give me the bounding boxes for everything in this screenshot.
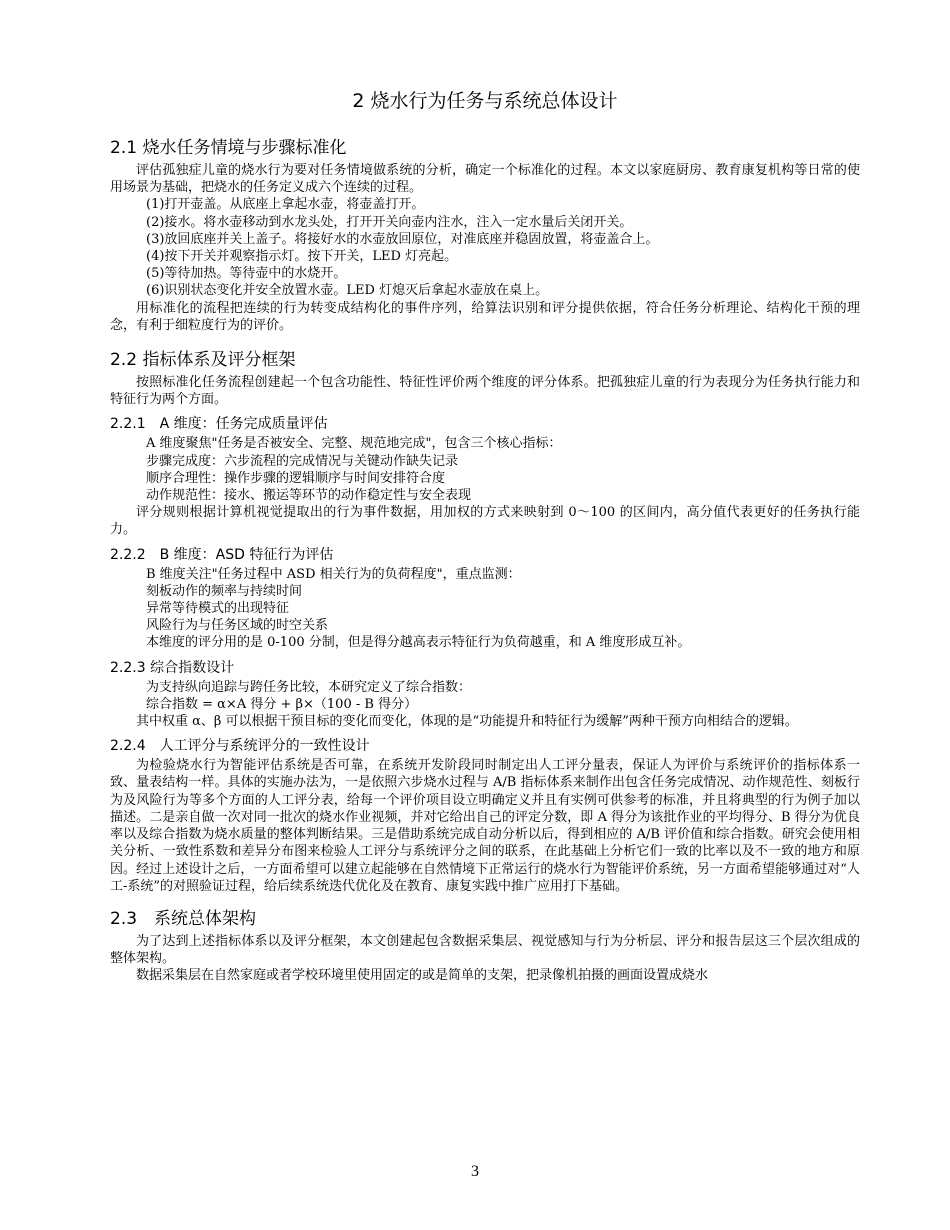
indicator-item: 异常等待模式的出现特征	[146, 601, 290, 617]
section-2-2-heading: 2.2 指标体系及评分框架	[110, 350, 296, 371]
paper-page	[110, 88, 860, 985]
indicator-item: 风险行为与任务区域的时空关系	[146, 618, 329, 634]
section-2-2-3-lead: 为支持纵向追踪与跨任务比较，本研究定义了综合指数：	[146, 679, 472, 695]
step-item: (6)识别状态变化并安全放置水壶。LED 灯熄灭后拿起水壶放在桌上。	[146, 283, 549, 299]
section-2-2-intro: 按照标准化任务流程创建起一个包含功能性、特征性评价两个维度的评分体系。把孤独症儿童的行为表现分为任务执行能力和特征行为两个方面。	[110, 375, 860, 408]
step-item: (2)接水。将水壶移动到水龙头处，打开开关向壶内注水，注入一定水量后关闭开关。	[146, 214, 633, 230]
page-number: 3	[471, 1163, 479, 1180]
composite-index-formula: 综合指数 = α×A 得分 + β×（100 - B 得分）	[146, 696, 418, 712]
section-2-2-4-body: 为检验烧水行为智能评估系统是否可靠，在系统开发阶段同时制定出人工评分量表，保证人为评价与系统评价的指标体系一致、量表结构一样。具体的实施办法为，一是依照六步烧水过程与 A/B 指标体系来制作出包含任务完成情况、动作规范性、刻板行为及风险行为等多个方面的人工评分表，给每一个评价项目设立明确定义并且有实例可供参考的标准，并且将典型的行为例子加以描述。二是亲自做一次对同一批次的烧水作业视频，并对它给出自己的评定分数，即 A 得分为该批作业的平均得分、B 得分为优良率以及综合指数为烧水质量的整体判断结果。三是借助系统完成自动分析以后，得到相应的 A/B 评价值和综合指数。研究会使用相关分析、一致性系数和差异分布图来检验人工评分与系统评分之间的联系，在此基础上分析它们一致的比率以及不一致的地方和原因。经过上述设计之后，一方面希望可以建立起能够在自然情境下正常运行的烧水行为智能评价系统，另一方面希望能够通过对“人工-系统”的对照验证过程，给后续系统迭代优化及在教育、康复实践中推广应用打下基础。	[110, 758, 860, 894]
section-2-2-2-lead: B 维度关注"任务过程中 ASD 相关行为的负荷程度"，重点监测：	[146, 566, 521, 582]
section-2-2-3-heading: 2.2.3 综合指数设计	[110, 659, 235, 676]
chapter-title: 2 烧水行为任务与系统总体设计	[352, 90, 618, 112]
indicator-item: 动作规范性：接水、搬运等环节的动作稳定性与安全表现	[146, 488, 472, 504]
section-2-1-heading: 2.1 烧水任务情境与步骤标准化	[110, 138, 347, 158]
section-2-3-p1: 为了达到上述指标体系以及评分框架，本文创建起包含数据采集层、视觉感知与行为分析层、评分和报告层这三个层次组成的整体架构。	[110, 933, 860, 967]
section-2-2-1-outro: 评分规则根据计算机视觉提取出的行为事件数据，用加权的方式来映射到 0～100 的区间内，高分值代表更好的任务执行能力。	[110, 505, 860, 538]
section-2-3-p2: 数据采集层在自然家庭或者学校环境里使用固定的或是简单的支架，把录像机拍摄的画面设置成烧水	[136, 968, 709, 984]
section-2-2-2-outro: 本维度的评分用的是 0-100 分制，但是得分越高表示特征行为负荷越重，和 A 维度形成互补。	[146, 635, 691, 651]
section-2-2-4-heading: 2.2.4 人工评分与系统评分的一致性设计	[110, 738, 370, 755]
section-2-3-heading: 2.3 系统总体架构	[110, 908, 257, 929]
section-2-2-1-heading: 2.2.1 A 维度：任务完成质量评估	[110, 416, 328, 433]
section-2-1-intro: 评估孤独症儿童的烧水行为要对任务情境做系统的分析，确定一个标准化的过程。本文以家庭厨房、教育康复机构等日常的使用场景为基础，把烧水的任务定义成六个连续的过程。	[110, 163, 860, 196]
section-2-1-outro: 用标准化的流程把连续的行为转变成结构化的事件序列，给算法识别和评分提供依据，符合任务分析理论、结构化干预的理念，有利于细粒度行为的评价。	[110, 300, 860, 333]
step-item: (3)放回底座并关上盖子。将接好水的水壶放回原位，对准底座并稳固放置，将壶盖合上。	[146, 231, 659, 247]
section-2-2-3-outro: 其中权重 α、β 可以根据干预目标的变化而变化，体现的是“功能提升和特征行为缓解”两种干预方向相结合的逻辑。	[136, 714, 798, 730]
section-2-2-2-heading: 2.2.2 B 维度：ASD 特征行为评估	[110, 546, 334, 563]
indicator-item: 顺序合理性：操作步骤的逻辑顺序与时间安排符合度	[146, 470, 446, 486]
step-item: (5)等待加热。等待壶中的水烧开。	[146, 266, 347, 282]
step-item: (1)打开壶盖。从底座上拿起水壶，将壶盖打开。	[146, 197, 425, 213]
step-item: (4)按下开关并观察指示灯。按下开关，LED 灯亮起。	[146, 249, 458, 265]
indicator-item: 步骤完成度：六步流程的完成情况与关键动作缺失记录	[146, 453, 459, 469]
indicator-item: 刻板动作的频率与持续时间	[146, 583, 303, 599]
section-2-2-1-lead: A 维度聚焦"任务是否被安全、完整、规范地完成"，包含三个核心指标：	[146, 436, 562, 452]
